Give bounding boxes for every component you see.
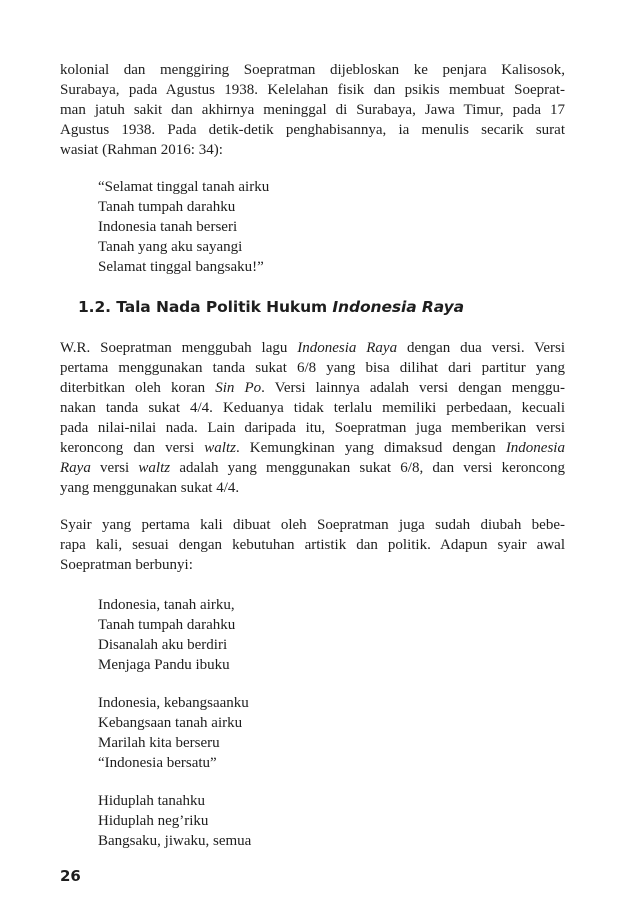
text-span: W.R. Soepratman menggubah lagu <box>60 340 298 356</box>
lyrics-intro-paragraph <box>60 515 565 575</box>
heading-title: Indonesia Raya <box>332 298 464 316</box>
text-line: Surabaya, pada Agustus 1938. Kelelahan fisik dan psikis membuat Soeprat- <box>60 82 565 98</box>
text-line <box>60 458 565 478</box>
poem-line: “Selamat tinggal tanah airku <box>98 179 270 195</box>
text-span: versi <box>90 460 139 476</box>
section-heading <box>78 296 464 318</box>
lyrics-stanza-1 <box>98 595 518 675</box>
text-line: rapa kali, sesuai dengan kebutuhan artistik dan politik. Adapun syair awal <box>60 537 565 553</box>
text-line <box>60 438 565 458</box>
text-line <box>60 338 565 358</box>
poem-line: Kebangsaan tanah airku <box>98 715 243 731</box>
poem-line: Tanah tumpah darahku <box>98 199 236 215</box>
farewell-poem <box>98 177 518 277</box>
text-line: man jatuh sakit dan akhirnya meninggal di Surabaya, Jawa Timur, pada 17 <box>60 102 565 118</box>
lyrics-stanza-3 <box>98 791 518 851</box>
poem-line: “Indonesia bersatu” <box>98 755 217 771</box>
versions-paragraph <box>60 338 565 498</box>
poem-line: Tanah yang aku sayangi <box>98 239 243 255</box>
poem-line: Disanalah aku berdiri <box>98 637 228 653</box>
poem-line: Bangsaku, jiwaku, semua <box>98 833 252 849</box>
poem-line: Tanah tumpah darahku <box>98 617 236 633</box>
text-line: nakan tanda sukat 4/4. Keduanya tidak terlalu memiliki perbedaan, kecuali <box>60 400 565 416</box>
poem-line: Marilah kita berseru <box>98 735 220 751</box>
lyrics-stanza-2 <box>98 693 518 773</box>
song-title: Indonesia <box>505 440 565 456</box>
text-line: Soepratman berbunyi: <box>60 557 193 573</box>
poem-line: Menjaga Pandu ibuku <box>98 657 230 673</box>
poem-line: Indonesia, tanah airku, <box>98 597 235 613</box>
text-span: adalah yang menggunakan sukat 6/8, dan versi keroncong <box>170 460 565 476</box>
text-line: Syair yang pertama kali dibuat oleh Soepratman juga sudah diubah bebe- <box>60 517 565 533</box>
song-title: Raya <box>60 460 91 476</box>
text-line: wasiat (Rahman 2016: 34): <box>60 142 223 158</box>
newspaper-title: Sin Po <box>215 380 262 396</box>
text-line: yang menggunakan sukat 4/4. <box>60 480 240 496</box>
poem-line: Indonesia, kebangsaanku <box>98 695 249 711</box>
text-span: . Kemungkinan yang dimaksud dengan <box>235 440 506 456</box>
poem-line: Selamat tinggal bangsaku!” <box>98 259 264 275</box>
heading-prefix: 1.2. Tala Nada Politik Hukum <box>78 298 333 316</box>
waltz-term: waltz <box>204 440 236 456</box>
text-line: kolonial dan menggiring Soepratman dijebloskan ke penjara Kalisosok, <box>60 62 565 78</box>
text-line: pertama menggunakan tanda sukat 6/8 yang bisa dilihat dari partitur yang <box>60 360 565 376</box>
page-number: 26 <box>60 867 81 885</box>
poem-line: Indonesia tanah berseri <box>98 219 238 235</box>
poem-line: Hiduplah tanahku <box>98 793 206 809</box>
song-title: Indonesia Raya <box>297 340 398 356</box>
text-line: pada nilai-nilai nada. Lain daripada itu, Soepratman juga memberikan versi <box>60 420 565 436</box>
text-span: dengan dua versi. Versi <box>397 340 565 356</box>
text-line <box>60 378 565 398</box>
waltz-term: waltz <box>138 460 171 476</box>
poem-line: Hiduplah neg’riku <box>98 813 209 829</box>
text-span: . Versi lainnya adalah versi dengan menggu- <box>261 380 565 396</box>
text-line: Agustus 1938. Pada detik-detik penghabisannya, ia menulis secarik surat <box>60 122 565 138</box>
text-span: diterbitkan oleh koran <box>60 380 216 396</box>
intro-paragraph <box>60 60 565 160</box>
text-span: keroncong dan versi <box>60 440 205 456</box>
